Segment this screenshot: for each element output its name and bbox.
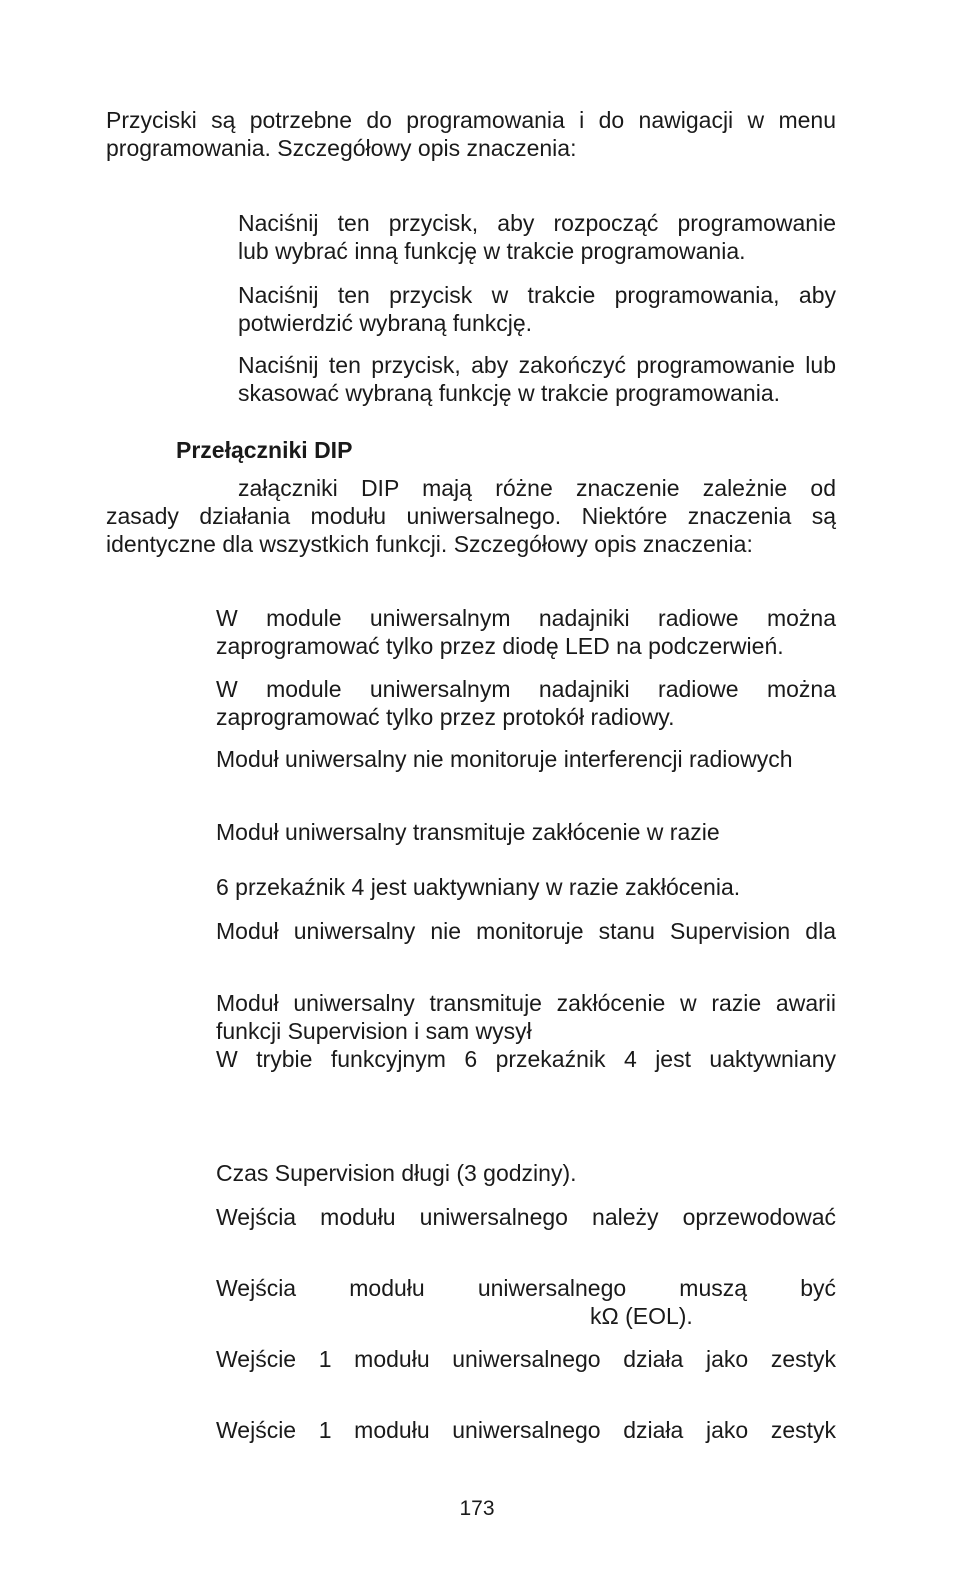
intro-line-1: Przyciski są potrzebne do programowania i do nawigacji w menu — [106, 107, 836, 133]
dip-heading: Przełączniki DIP — [176, 437, 353, 463]
dip-item-6: Moduł uniwersalny nie monitoruje stanu Supervision dla — [216, 918, 836, 944]
dip-item-7-line-1: Moduł uniwersalny transmituje zakłócenie w razie awarii — [216, 990, 836, 1016]
button-3-line-2: skasować wybraną funkcję w trakcie programowania. — [238, 380, 781, 406]
dip-item-9: Czas Supervision długi (3 godziny). — [216, 1160, 577, 1186]
button-3-line-1: Naciśnij ten przycisk, aby zakończyć programowanie lub — [238, 352, 836, 378]
dip-item-10: Wejścia modułu uniwersalnego należy oprzewodować — [216, 1204, 836, 1230]
dip-line-1: załączniki DIP mają różne znaczenie zależnie od — [238, 475, 836, 501]
button-2-line-1: Naciśnij ten przycisk w trakcie programowania, aby — [238, 282, 836, 308]
button-1-line-2: lub wybrać inną funkcję w trakcie programowania. — [238, 238, 746, 264]
dip-item-12: Wejście 1 modułu uniwersalnego działa jako zestyk — [216, 1346, 836, 1372]
dip-item-3: Moduł uniwersalny nie monitoruje interferencji radiowych — [216, 746, 793, 772]
dip-item-8: W trybie funkcyjnym 6 przekaźnik 4 jest uaktywniany — [216, 1046, 836, 1072]
dip-line-2: zasady działania modułu uniwersalnego. Niektóre znaczenia są — [106, 503, 836, 529]
page-number: 173 — [459, 1497, 495, 1520]
dip-item-13: Wejście 1 modułu uniwersalnego działa jako zestyk — [216, 1417, 836, 1443]
dip-item-1-line-2: zaprogramować tylko przez diodę LED na podczerwień. — [216, 633, 784, 659]
dip-item-2-line-2: zaprogramować tylko przez protokół radiowy. — [216, 704, 675, 730]
dip-item-7-line-2: funkcji Supervision i sam wysył — [216, 1018, 532, 1044]
dip-item-1-line-1: W module uniwersalnym nadajniki radiowe można — [216, 605, 836, 631]
dip-item-11-line-1: Wejścia modułu uniwersalnego muszą być — [216, 1275, 836, 1301]
button-2-line-2: potwierdzić wybraną funkcję. — [238, 310, 533, 336]
dip-item-11-line-2: kΩ (EOL). — [590, 1303, 693, 1329]
dip-line-3: identyczne dla wszystkich funkcji. Szczegółowy opis znaczenia: — [106, 531, 753, 557]
dip-item-4: Moduł uniwersalny transmituje zakłócenie w razie — [216, 819, 720, 845]
dip-item-2-line-1: W module uniwersalnym nadajniki radiowe można — [216, 676, 836, 702]
dip-item-5: 6 przekaźnik 4 jest uaktywniany w razie zakłócenia. — [216, 874, 741, 900]
intro-line-2: programowania. Szczegółowy opis znaczenia: — [106, 135, 577, 161]
button-1-line-1: Naciśnij ten przycisk, aby rozpocząć programowanie — [238, 210, 836, 236]
